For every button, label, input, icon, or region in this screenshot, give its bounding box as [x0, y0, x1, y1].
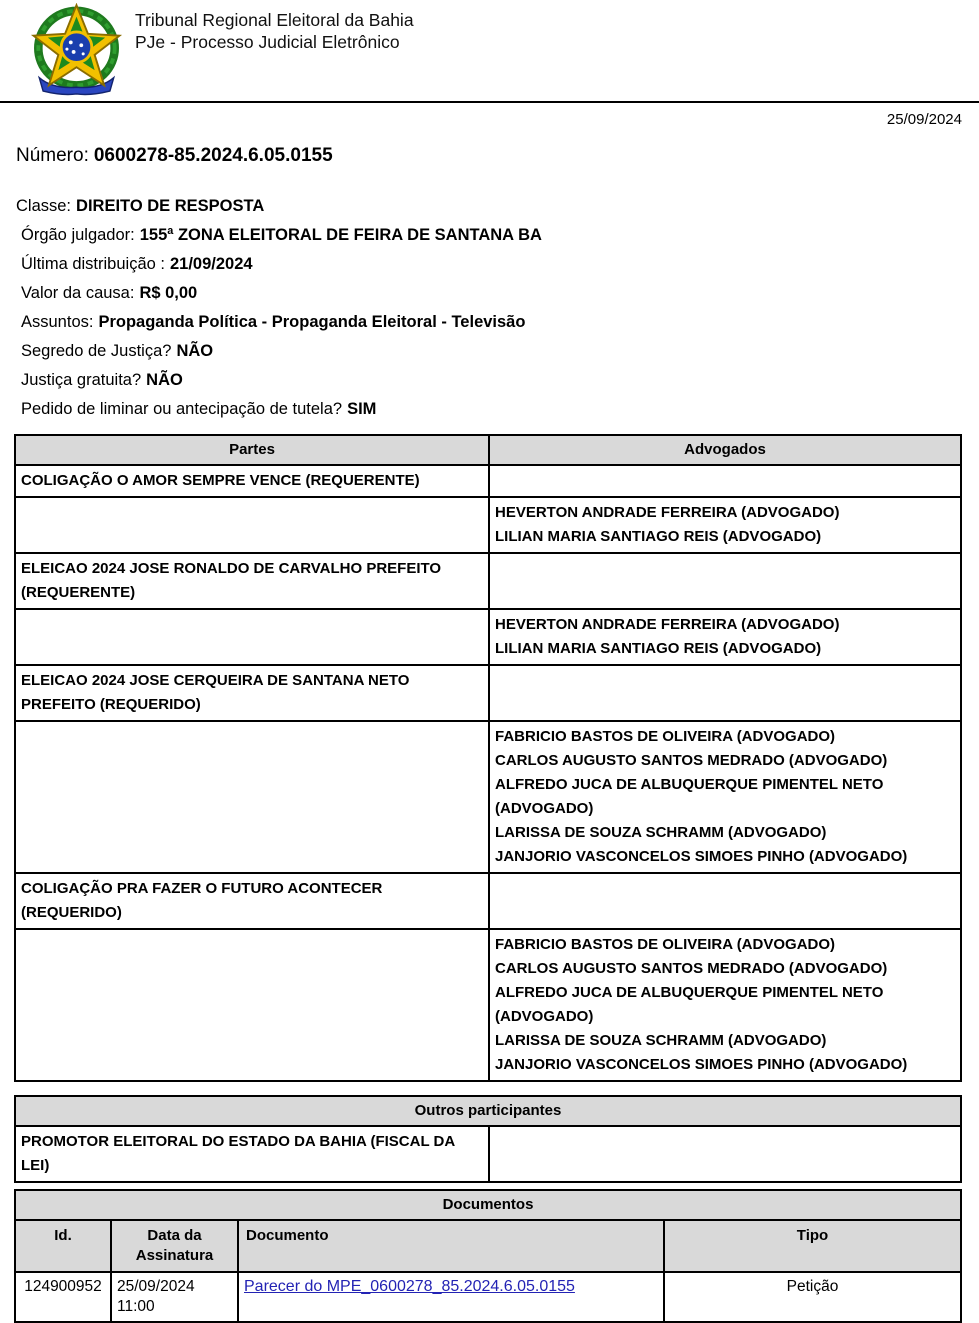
advogado-name: LILIAN MARIA SANTIAGO REIS (ADVOGADO) [495, 640, 822, 657]
system-title: PJe - Processo Judicial Eletrônico [135, 32, 400, 52]
field-label: Órgão julgador: [21, 226, 135, 244]
advogado-name: LILIAN MARIA SANTIAGO REIS (ADVOGADO) [495, 528, 822, 545]
field-label: Segredo de Justiça? [21, 342, 172, 360]
field-segredo-justica [16, 337, 979, 366]
party-name-cell [15, 497, 489, 553]
brazil-coat-of-arms-icon [24, 3, 129, 99]
field-value: 155ª ZONA ELEITORAL DE FEIRA DE SANTANA BA [139, 226, 542, 244]
party-name-cell: COLIGAÇÃO PRA FAZER O FUTURO ACONTECER (REQUERIDO) [15, 873, 489, 929]
participant-name-cell: PROMOTOR ELEITORAL DO ESTADO DA BAHIA (FISCAL DA LEI) [15, 1126, 489, 1182]
field-label: Pedido de liminar ou antecipação de tutela? [21, 400, 343, 418]
field-value: NÃO [176, 342, 214, 360]
advogado-name: HEVERTON ANDRADE FERREIRA (ADVOGADO) [495, 504, 840, 521]
document-row [15, 1272, 961, 1322]
field-value: Propaganda Política - Propaganda Eleitoral - Televisão [98, 313, 526, 331]
advogados-cell [489, 929, 961, 1081]
field-value: NÃO [146, 371, 183, 389]
column-header-id: Id. [15, 1220, 111, 1272]
field-label: Classe: [16, 197, 72, 215]
case-number-line [16, 145, 979, 167]
table-row [15, 609, 961, 665]
field-label: Valor da causa: [21, 284, 135, 302]
field-assuntos [16, 308, 979, 337]
field-orgao-julgador [16, 221, 979, 250]
advogado-name: CARLOS AUGUSTO SANTOS MEDRADO (ADVOGADO) [495, 752, 888, 769]
column-header-tipo: Tipo [664, 1220, 961, 1272]
case-fields [16, 192, 979, 424]
advogado-name: FABRICIO BASTOS DE OLIVEIRA (ADVOGADO) [495, 728, 836, 745]
org-title: Tribunal Regional Eleitoral da Bahia [135, 10, 414, 30]
advogado-name: ALFREDO JUCA DE ALBUQUERQUE PIMENTEL NETO (ADVOGADO) [495, 984, 884, 1025]
advogado-name: JANJORIO VASCONCELOS SIMOES PINHO (ADVOGADO) [495, 848, 908, 865]
advogado-name: LARISSA DE SOUZA SCHRAMM (ADVOGADO) [495, 824, 827, 841]
table-row [15, 1126, 961, 1182]
party-name-cell: COLIGAÇÃO O AMOR SEMPRE VENCE (REQUERENTE) [15, 465, 489, 497]
advogados-cell [489, 665, 961, 721]
party-name-cell [15, 929, 489, 1081]
advogado-name: HEVERTON ANDRADE FERREIRA (ADVOGADO) [495, 616, 840, 633]
advogado-name: FABRICIO BASTOS DE OLIVEIRA (ADVOGADO) [495, 936, 836, 953]
table-row [15, 465, 961, 497]
field-valor-causa [16, 279, 979, 308]
table-row [15, 929, 961, 1081]
documents-table [14, 1189, 962, 1323]
column-header-data-assinatura: Data da Assinatura [111, 1220, 238, 1272]
document-link[interactable]: Parecer do MPE_0600278_85.2024.6.05.0155 [244, 1278, 575, 1295]
advogados-cell [489, 497, 961, 553]
parties-header-row [15, 435, 961, 465]
advogado-name: CARLOS AUGUSTO SANTOS MEDRADO (ADVOGADO) [495, 960, 888, 977]
party-name-cell [15, 721, 489, 873]
field-value: R$ 0,00 [139, 284, 198, 302]
section-header-documentos: Documentos [15, 1190, 961, 1220]
advogados-cell [489, 553, 961, 609]
advogados-cell [489, 873, 961, 929]
field-ultima-distribuicao [16, 250, 979, 279]
party-name-cell: ELEICAO 2024 JOSE RONALDO DE CARVALHO PREFEITO (REQUERENTE) [15, 553, 489, 609]
field-classe [16, 192, 979, 221]
table-row [15, 721, 961, 873]
field-pedido-liminar [16, 395, 979, 424]
field-value: DIREITO DE RESPOSTA [76, 197, 265, 215]
table-row [15, 553, 961, 609]
advogados-cell [489, 721, 961, 873]
party-name-cell [15, 609, 489, 665]
table-row [15, 665, 961, 721]
doc-link-cell [238, 1272, 664, 1322]
field-justica-gratuita [16, 366, 979, 395]
doc-date-cell: 25/09/2024 11:00 [111, 1272, 238, 1322]
table-row [15, 873, 961, 929]
other-participants-table [14, 1095, 962, 1183]
documents-title-row [15, 1190, 961, 1220]
column-header-partes: Partes [15, 435, 489, 465]
field-label: Justiça gratuita? [21, 371, 142, 389]
case-number-value: 0600278-85.2024.6.05.0155 [93, 145, 333, 166]
column-header-documento: Documento [238, 1220, 664, 1272]
field-label: Assuntos: [21, 313, 94, 331]
doc-tipo-cell: Petição [664, 1272, 961, 1322]
field-label: Última distribuição : [21, 255, 165, 273]
advogado-name: JANJORIO VASCONCELOS SIMOES PINHO (ADVOGADO) [495, 1056, 908, 1073]
field-value: 21/09/2024 [169, 255, 253, 273]
section-header-outros-participantes: Outros participantes [15, 1096, 961, 1126]
advogado-name: ALFREDO JUCA DE ALBUQUERQUE PIMENTEL NETO (ADVOGADO) [495, 776, 884, 817]
table-row [15, 497, 961, 553]
advogados-cell [489, 609, 961, 665]
advogados-cell [489, 1126, 961, 1182]
party-name-cell: ELEICAO 2024 JOSE CERQUEIRA DE SANTANA NETO PREFEITO (REQUERIDO) [15, 665, 489, 721]
parties-table [14, 434, 962, 1082]
advogados-cell [489, 465, 961, 497]
other-participants-header-row [15, 1096, 961, 1126]
case-number-label: Número: [16, 145, 89, 166]
document-date: 25/09/2024 [886, 111, 962, 128]
documents-header-row [15, 1220, 961, 1272]
doc-id-cell: 124900952 [15, 1272, 111, 1322]
column-header-advogados: Advogados [489, 435, 961, 465]
field-value: SIM [347, 400, 377, 418]
advogado-name: LARISSA DE SOUZA SCHRAMM (ADVOGADO) [495, 1032, 827, 1049]
masthead [0, 0, 979, 101]
